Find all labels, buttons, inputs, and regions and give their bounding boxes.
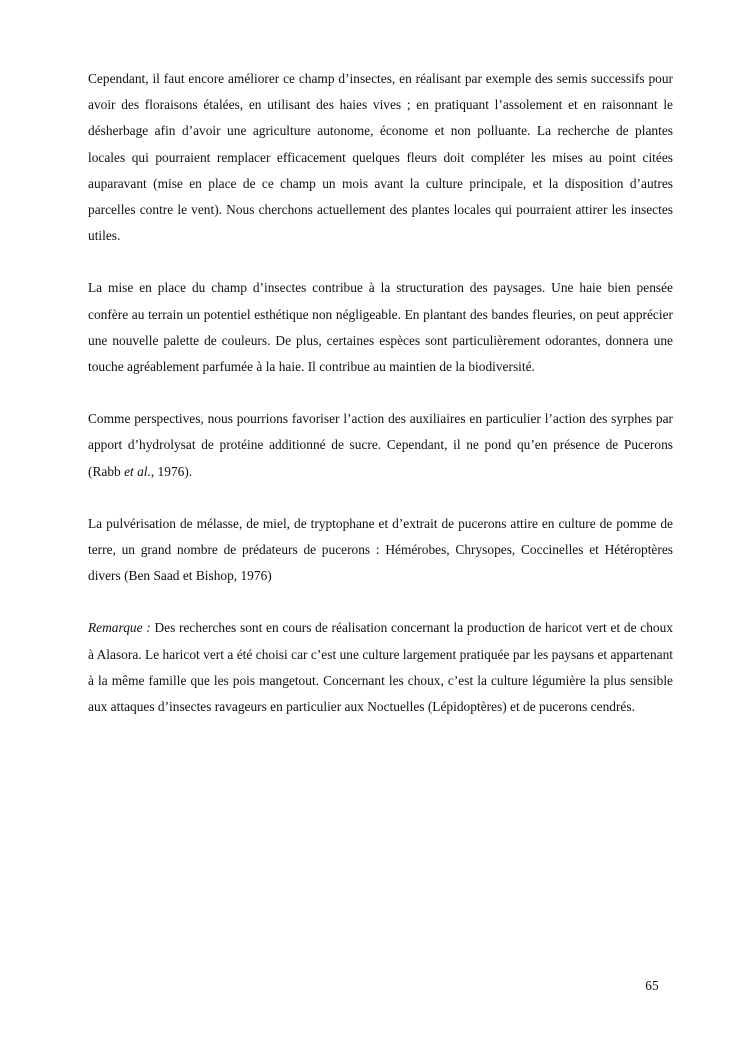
remark-text: Des recherches sont en cours de réalisation concernant la production de haricot vert et de choux à Alasora. Le haricot vert a été choisi car c’est une culture largement pratiquée par les paysans et appartenant à la même famille que les pois mangetout. Concernant les choux, c’est la culture légumière la plus sensible aux attaques d’insectes ravageurs en particulier aux Noctuelles (Lépidoptères) et de pucerons cendrés.: [88, 620, 674, 715]
perspectives-citation-end: , 1976).: [150, 463, 193, 479]
paragraph-remark: [88, 615, 673, 720]
citation-et-al: et al.: [124, 463, 151, 479]
remark-label: Remarque :: [88, 620, 151, 636]
perspectives-text: Comme perspectives, nous pourrions favoriser l’action des auxiliaires en particulier l’action des syrphes par apport d’hydrolysat de protéine additionné de sucre. Cependant, il ne pond qu’en présence de Pucerons (Rabb: [88, 411, 673, 479]
page-number: 65: [645, 978, 659, 993]
paragraph-insect-field-improvement: Cependant, il faut encore améliorer ce champ d’insectes, en réalisant par exemple des semis successifs pour avoir des floraisons étalées, en utilisant des haies vives ; en pratiquant l’assolement et en raisonnant le désherbage afin d’avoir une agriculture autonome, économe et non polluante. La recherche de plantes locales qui pourraient remplacer efficacement quelques fleurs doit compléter les mises au point citées auparavant (mise en place de ce champ un mois avant la culture principale, et la disposition d’autres parcelles contre le vent). Nous cherchons actuellement des plantes locales qui pourraient attirer les insectes utiles.: [88, 71, 673, 244]
document-body: [88, 66, 673, 746]
paragraph-perspectives: [88, 406, 673, 485]
paragraph-landscape-structuring: La mise en place du champ d’insectes contribue à la structuration des paysages. Une haie bien pensée confère au terrain un potentiel esthétique non négligeable. En plantant des bandes fleuries, on peut apprécier une nouvelle palette de couleurs. De plus, certaines espèces sont particulièrement odorantes, donnera une touche agréablement parfumée à la haie. Il contribue au maintien de la biodiversité.: [88, 280, 673, 375]
paragraph-molasses-spraying: La pulvérisation de mélasse, de miel, de tryptophane et d’extrait de pucerons attire en culture de pomme de terre, un grand nombre de prédateurs de pucerons : Hémérobes, Chrysopes, Coccinelles et Hétéroptères divers (Ben Saad et Bishop, 1976): [88, 515, 673, 584]
